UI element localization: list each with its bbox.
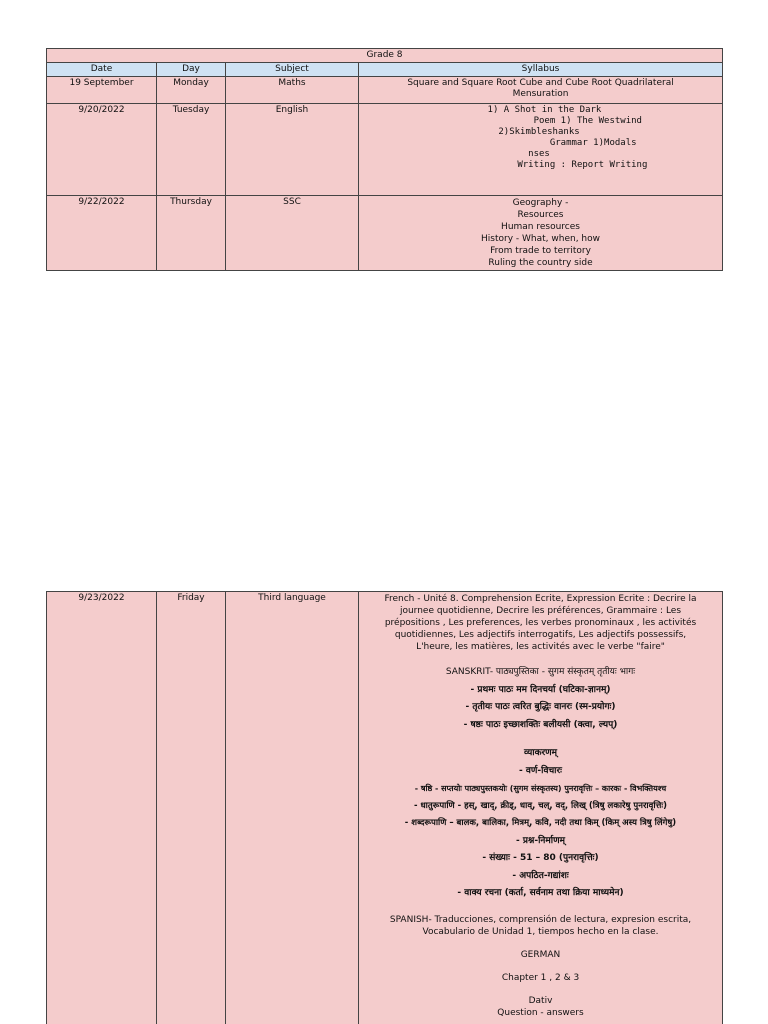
german-line: Chapter 1 , 2 & 3 [501, 972, 580, 983]
syllabus-line: Geography - [512, 198, 569, 208]
syllabus-line: 2)Skimbleshanks [498, 127, 580, 137]
date-cell: 9/22/2022 [47, 196, 157, 271]
syllabus-table-top [46, 48, 723, 271]
header-date: Date [47, 63, 157, 77]
table-row [47, 196, 723, 271]
grade-title-row [47, 49, 723, 63]
table-row [47, 104, 723, 196]
syllabus-line: Square and Square Root Cube and Cube Root Quadrilateral [407, 78, 674, 88]
header-row [47, 63, 723, 77]
syllabus-cell [359, 592, 723, 1024]
header-subject: Subject [226, 63, 359, 77]
spacer [362, 938, 719, 949]
subject-cell: Maths [226, 77, 359, 104]
syllabus-cell [359, 196, 723, 271]
sanskrit-line: - तृतीयः पाठः त्वरित बुद्धिः वानरः (स्म-प्रयोगः) [465, 702, 616, 712]
vyakaran-line: - षष्ठि - सप्तयोः पाठ्यपुस्तकयोः (सुगम संस्कृतस्य) पुनरावृत्तिः – कारकः - विभक्तियश्च [414, 784, 667, 793]
subject-cell: SSC [226, 196, 359, 271]
vyakaran-line: - प्रश्न-निर्माणम् [515, 835, 566, 846]
table-row [47, 77, 723, 104]
french-line: French - Unité 8. Comprehension Ecrite, Expression Ecrite : Decrire la [384, 594, 697, 604]
syllabus-cell [359, 104, 723, 196]
sanskrit-line: - षष्ठः पाठः इच्छाशक्तिः बलीयसी (क्त्वा, ल्यप्) [463, 719, 618, 730]
vyakaran-line: - अपठित-गद्यांशः [512, 870, 569, 881]
syllabus-line: From trade to territory [490, 246, 591, 256]
date-cell: 19 September [47, 77, 157, 104]
syllabus-line: 1) A Shot in the Dark [476, 105, 602, 115]
syllabus-line: Writing : Report Writing [430, 160, 648, 170]
french-line: quotidiennes, Les adjectifs interrogatifs, Les adjectifs possessifs, [394, 630, 687, 640]
date-cell: 9/23/2022 [47, 592, 157, 1024]
table-row [47, 592, 723, 1024]
vyakaran-line: - वाक्य रचना (कर्ता, सर्वनाम तथा क्रिया माध्यमेन) [457, 888, 624, 898]
spacer [362, 653, 719, 664]
grade-title: Grade 8 [47, 49, 723, 63]
subject-cell: Third language [226, 592, 359, 1024]
german-line: Question - answers [497, 1007, 584, 1018]
vyakaran-line: - धातुरूपाणि - हस्, खाद्, क्रीड्, धाव्, चल्, वद्, लिख् (त्रिषु लकारेषु पुनरावृत्तिः) [413, 800, 668, 811]
spacer [362, 734, 719, 745]
syllabus-line: Ruling the country side [488, 258, 593, 268]
syllabus-line: Mensuration [512, 89, 569, 99]
spanish-line: SPANISH- Traducciones, comprensión de lectura, expresion escrita, [389, 914, 692, 925]
french-line: prépositions , Les preferences, les verbes pronominaux , les activités [384, 618, 697, 628]
sanskrit-block [362, 664, 719, 903]
german-heading: GERMAN [520, 949, 561, 960]
german-line: Dativ [528, 995, 553, 1006]
french-line: L'heure, les matières, les activités avec le verbe "faire" [416, 642, 665, 652]
syllabus-line: nses [528, 149, 550, 159]
spanish-line: Vocabulario de Unidad 1, tiempos hecho en la clase. [422, 926, 659, 937]
syllabus-line: Poem 1) The Westwind [436, 116, 642, 126]
vyakaran-heading: व्याकरणम् [523, 748, 558, 758]
header-syllabus: Syllabus [359, 63, 723, 77]
spacer [362, 984, 719, 995]
syllabus-line: Resources [517, 210, 564, 220]
date-cell: 9/20/2022 [47, 104, 157, 196]
syllabus-table-bottom [46, 591, 723, 1024]
sanskrit-line: - प्रथमः पाठः मम दिनचर्या (घटिका-ज्ञानम्) [470, 684, 611, 695]
syllabus-line: Grammar 1)Modals [441, 138, 637, 148]
spacer [362, 903, 719, 914]
sanskrit-heading: SANSKRIT- पाठ्यपुस्तिका - सुगम संस्कृतम् तृतीयः भागः [445, 667, 636, 677]
vyakaran-line: - शब्दरूपाणि – बालक, बालिका, मित्रम्, कवि, नदी तथा किम् (किम् अस्य त्रिषु लिंगेषु) [404, 818, 677, 828]
spacer [362, 961, 719, 972]
day-cell: Friday [157, 592, 226, 1024]
syllabus-line: History - What, when, how [481, 234, 600, 244]
subject-cell: English [226, 104, 359, 196]
vyakaran-line: - वर्ण-विचारः [519, 765, 562, 776]
syllabus-line: Human resources [501, 222, 580, 232]
header-day: Day [157, 63, 226, 77]
syllabus-cell [359, 77, 723, 104]
french-line: journee quotidienne, Decrire les préférences, Grammaire : Les [399, 606, 682, 616]
day-cell: Monday [157, 77, 226, 104]
vyakaran-line: - संख्याः - 51 – 80 (पुनरावृत्तिः) [482, 853, 599, 863]
day-cell: Tuesday [157, 104, 226, 196]
day-cell: Thursday [157, 196, 226, 271]
